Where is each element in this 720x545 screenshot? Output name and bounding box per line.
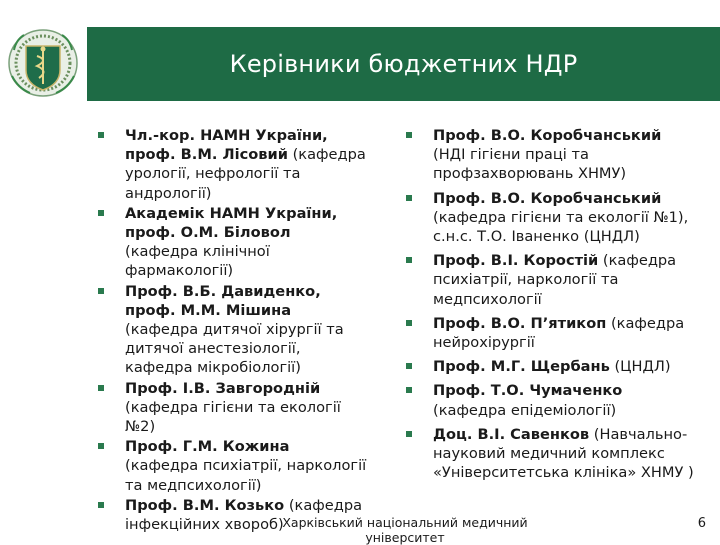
item-detail: (ЦНДЛ) (609, 358, 671, 376)
item-detail: (кафедра гігієни та екології №2) (125, 398, 341, 436)
list-item (97, 437, 367, 495)
right-list (405, 126, 695, 487)
list-item (405, 381, 695, 419)
university-crest-icon (4, 26, 82, 100)
bullet-icon (98, 132, 104, 138)
bullet-icon (406, 387, 412, 393)
item-name: Проф. Т.О. Чумаченко (433, 382, 623, 400)
list-item (405, 314, 695, 352)
page-number: 6 (697, 516, 706, 531)
item-detail: (кафедра психіатрії, наркології та медпсихології (433, 252, 677, 308)
list-item (97, 379, 367, 437)
item-detail: (кафедра дитячої хірургії та дитячої анестезіології, кафедра мікробіології) (125, 321, 344, 377)
item-name: Проф. М.Г. Щербань (433, 358, 610, 376)
slide-title: Керівники бюджетних НДР (229, 50, 578, 78)
item-detail: (НДІ гігієни праці та профзахворювань ХНМУ) (433, 146, 627, 183)
left-list (97, 126, 367, 535)
item-name: Проф. В.І. Коростій (433, 252, 599, 270)
item-detail: (кафедра гігієни та екології №1), с.н.с. Т.О. Іваненко (ЦНДЛ) (433, 208, 689, 246)
list-item (97, 282, 367, 378)
item-detail: (кафедра психіатрії, наркології та медпсихології) (125, 457, 367, 494)
footer-text: Харківський національний медичний університет (282, 515, 528, 545)
bullet-icon (406, 257, 412, 263)
list-item (405, 357, 695, 376)
list-item (97, 204, 367, 281)
bullet-icon (406, 363, 412, 369)
logo-area (0, 23, 87, 102)
item-name: Проф. В.Б. Давиденко, проф. М.М. Мішина (125, 282, 321, 319)
item-name: Проф. В.О. Коробчанський (433, 127, 662, 144)
item-name: Академік НАМН України, проф. О.М. Біловол (125, 204, 338, 242)
list-item (97, 126, 367, 203)
item-name: Чл.-кор. НАМН України, проф. В.М. Лісовий (125, 127, 328, 164)
bullet-icon (406, 195, 412, 201)
item-detail: (кафедра нейрохірургії (433, 314, 685, 352)
item-name: Проф. В.М. Козько (125, 496, 285, 514)
bullet-icon (98, 385, 104, 391)
item-name: Проф. І.В. Завгородній (125, 379, 321, 397)
bullet-icon (98, 502, 104, 508)
bullet-icon (406, 132, 412, 138)
item-name: Проф. Г.М. Кожина (125, 438, 290, 456)
item-name: Проф. В.О. Коробчанський (433, 189, 662, 207)
bullet-icon (98, 443, 104, 449)
bullet-icon (98, 288, 104, 294)
bullet-icon (406, 320, 412, 326)
item-detail: (кафедра епідеміології) (433, 401, 617, 419)
item-detail: (кафедра урології, нефрології та андрології) (125, 146, 366, 202)
list-item (405, 189, 695, 247)
list-item (405, 425, 695, 483)
list-item (405, 126, 695, 184)
bullet-icon (406, 431, 412, 437)
list-item (405, 251, 695, 309)
item-detail: (кафедра інфекційних хвороб) (125, 496, 363, 534)
item-detail: (Навчально-науковий медичний комплекс «Університетська клініка» ХНМУ ) (433, 425, 694, 482)
bullet-icon (98, 210, 104, 216)
item-name: Доц. В.І. Савенков (433, 425, 590, 443)
item-name: Проф. В.О. П’ятикоп (433, 314, 607, 332)
item-detail: (кафедра клінічної фармакології) (125, 243, 270, 280)
